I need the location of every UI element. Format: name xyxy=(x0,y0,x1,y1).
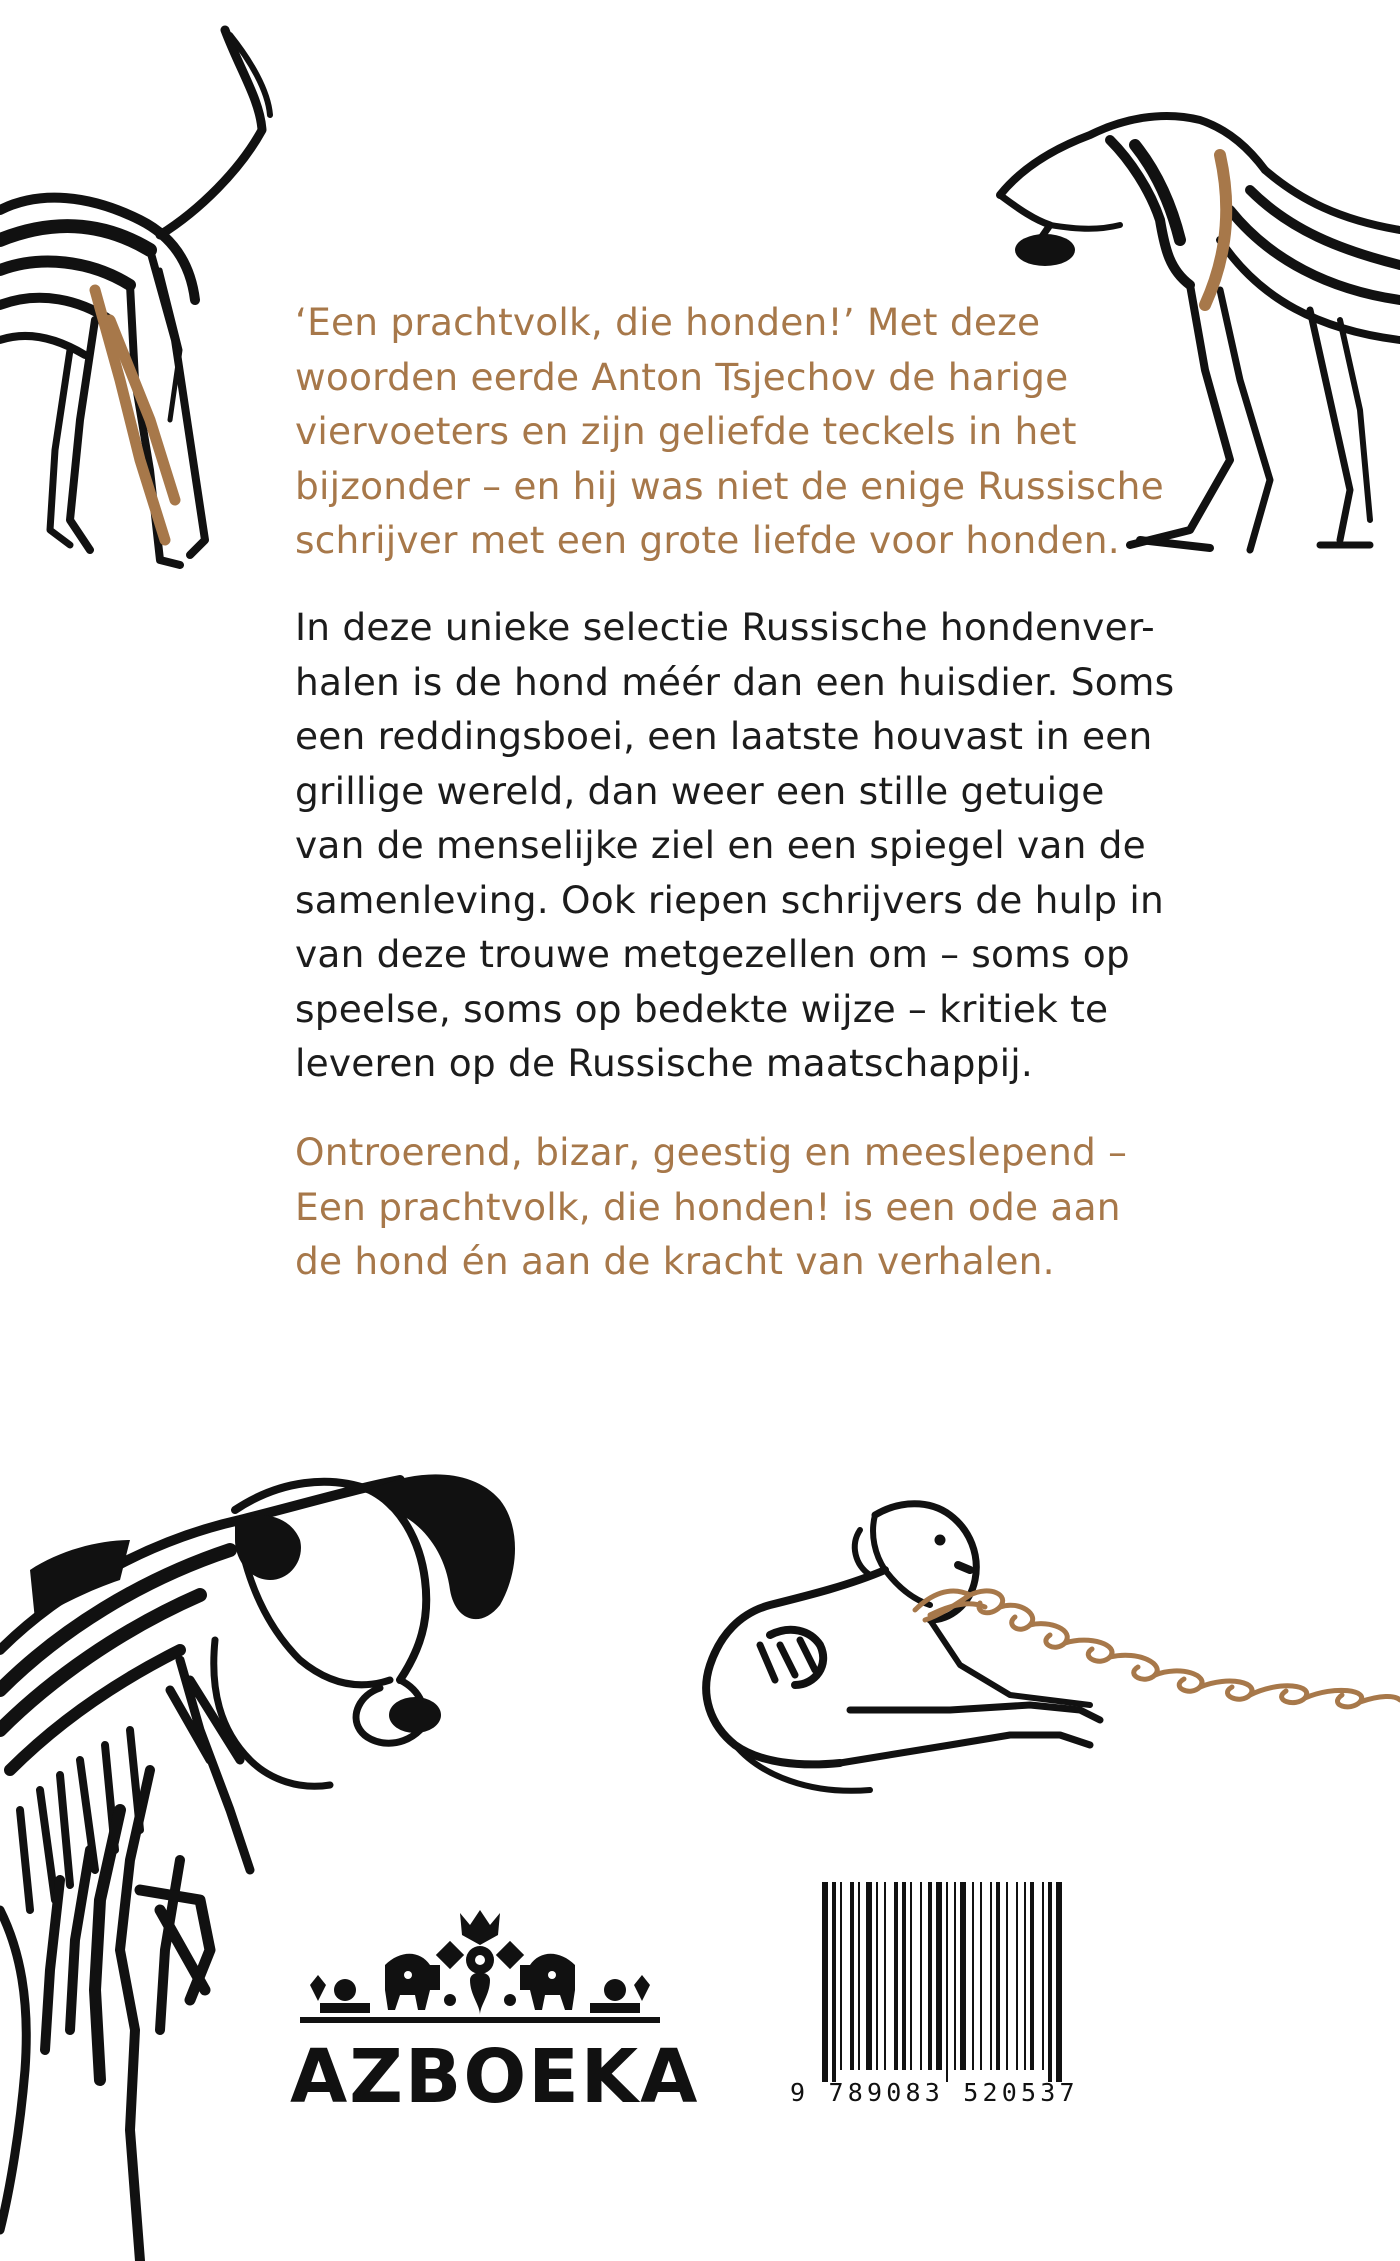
intro-line: bijzonder – en hij was niet de enige Russische xyxy=(295,463,1164,508)
publisher-logo xyxy=(290,1905,700,2120)
body-line: In deze unieke selectie Russische hondenver- xyxy=(295,605,1155,649)
body-line: speelse, soms op bedekte wijze – kritiek te xyxy=(295,986,1109,1031)
intro-line: schrijver met een grote liefde voor honden. xyxy=(295,518,1120,562)
intro-line: woorden eerde Anton Tsjechov de harige xyxy=(295,354,1069,399)
closing-line: Ontroerend, bizar, geestig en meeslepend – xyxy=(295,1130,1128,1174)
closing-line: de hond én aan de kracht van verhalen. xyxy=(295,1239,1055,1283)
body-line: halen is de hond méér dan een huisdier. Soms xyxy=(295,659,1175,704)
body-line: grillige wereld, dan weer een stille getuige xyxy=(295,768,1105,813)
publisher-name: AZBOEKA xyxy=(290,2034,700,2120)
dog-illustration-bottom-right xyxy=(700,1495,1400,1805)
intro-paragraph xyxy=(295,295,1164,568)
barcode-icon xyxy=(818,1882,1088,2102)
dog-illustration-top-left xyxy=(0,20,290,580)
dog-illustration-bottom-left xyxy=(0,1430,560,2261)
intro-line: viervoeters en zijn geliefde teckels in het xyxy=(295,409,1077,453)
body-line: samenleving. Ook riepen schrijvers de hulp in xyxy=(295,877,1164,922)
intro-line: ‘Een prachtvolk, die honden!’ Met deze xyxy=(295,300,1041,344)
folk-ornament-icon xyxy=(290,1905,670,2035)
body-line: van deze trouwe metgezellen om – soms op xyxy=(295,932,1130,976)
body-line: van de menselijke ziel en een spiegel van de xyxy=(295,823,1146,867)
closing-line: Een prachtvolk, die honden! is een ode aan xyxy=(295,1184,1121,1229)
body-paragraph xyxy=(295,600,1175,1091)
body-line: een reddingsboei, een laatste houvast in een xyxy=(295,714,1153,758)
closing-paragraph xyxy=(295,1125,1128,1289)
isbn-number: 9 789083 520537 xyxy=(790,2078,1079,2107)
body-line: leveren op de Russische maatschappij. xyxy=(295,1041,1033,1085)
